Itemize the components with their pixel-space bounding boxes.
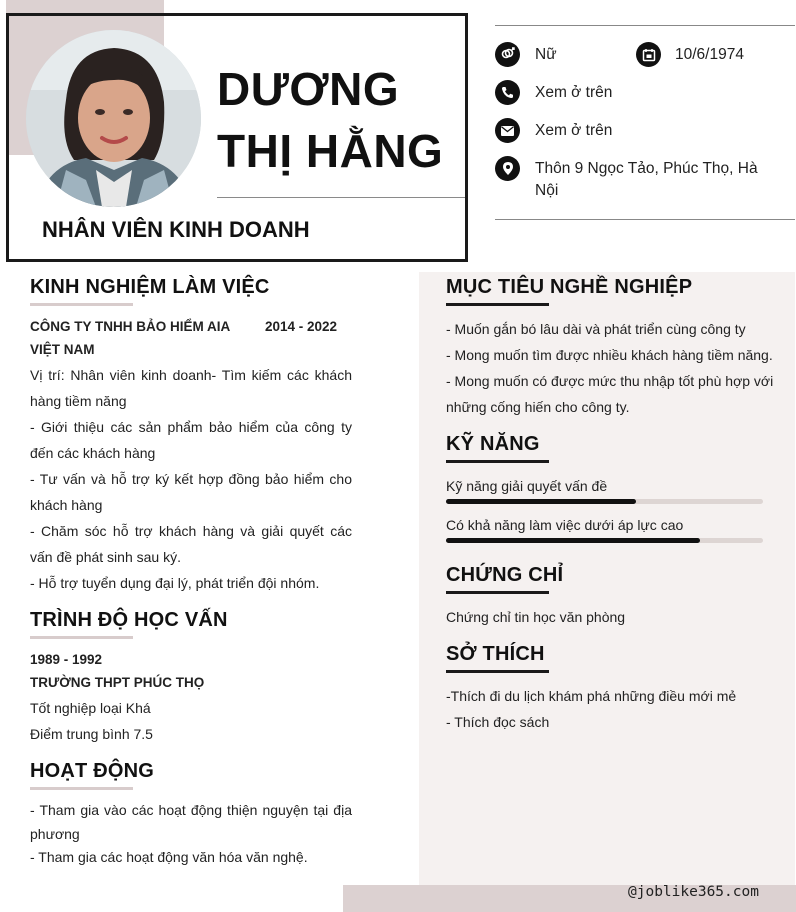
activities-details xyxy=(30,799,352,870)
skills-section-title: KỸ NĂNG xyxy=(446,433,540,455)
location-pin-icon xyxy=(495,156,520,181)
job-title: NHÂN VIÊN KINH DOANH xyxy=(42,217,310,242)
birthdate-value: 10/6/1974 xyxy=(675,46,744,63)
education-school: TRƯỜNG THPT PHÚC THỌ xyxy=(30,675,205,690)
phone-value: Xem ở trên xyxy=(535,84,613,101)
objective-line: - Mong muốn có được mức thu nhập tốt phù hợp với những cống hiến cho công ty. xyxy=(446,373,774,415)
activity-line: - Tham gia các hoạt động văn hóa văn nghệ. xyxy=(30,849,308,865)
education-period: 1989 - 1992 xyxy=(30,652,103,667)
skill-label: Có khả năng làm việc dưới áp lực cao xyxy=(446,517,684,533)
full-name xyxy=(217,58,443,182)
education-line: Tốt nghiệp loại Khá xyxy=(30,700,151,716)
hobby-line: - Thích đọc sách xyxy=(446,714,550,730)
experience-line: - Chăm sóc hỗ trợ khách hàng và giải quyết các vấn đề phát sinh sau ký. xyxy=(30,523,352,565)
objective-line: - Muốn gắn bó lâu dài và phát triển cùng công ty xyxy=(446,321,746,337)
certificate-item: Chứng chỉ tin học văn phòng xyxy=(446,609,626,625)
experience-description xyxy=(30,362,352,596)
skill-bar-fill xyxy=(446,538,700,543)
skill-label: Kỹ năng giải quyết vấn đề xyxy=(446,478,608,494)
education-title-underline xyxy=(30,636,133,639)
hobby-line: -Thích đi du lịch khám phá những điều mới mẻ xyxy=(446,688,737,704)
name-divider xyxy=(217,197,465,198)
hobbies-details xyxy=(446,683,778,735)
activity-line: - Tham gia vào các hoạt động thiện nguyện tại địa phương xyxy=(30,802,352,842)
activities-section-title: HOẠT ĐỘNG xyxy=(30,760,155,782)
skills-title-underline xyxy=(446,460,549,463)
certificates-section-title: CHỨNG CHỈ xyxy=(446,564,564,586)
objective-line: - Mong muốn tìm được nhiều khách hàng tiềm năng. xyxy=(446,347,773,363)
skill-bar-fill xyxy=(446,499,636,504)
name-line-2: THỊ HẰNG xyxy=(217,125,444,177)
name-line-1: DƯƠNG xyxy=(217,63,400,115)
experience-line: - Hỗ trợ tuyển dụng đại lý, phát triển đội nhóm. xyxy=(30,575,320,591)
experience-line: Vị trí: Nhân viên kinh doanh- Tìm kiếm các khách hàng tiềm năng xyxy=(30,367,352,409)
calendar-icon xyxy=(636,42,661,67)
envelope-icon xyxy=(495,118,520,143)
experience-line: - Tư vấn và hỗ trợ ký kết hợp đồng bảo hiểm cho khách hàng xyxy=(30,471,352,513)
objective-details xyxy=(446,316,778,420)
experience-company: CÔNG TY TNHH BẢO HIỂM AIA VIỆT NAM xyxy=(30,319,230,357)
experience-title-underline xyxy=(30,303,133,306)
education-details xyxy=(30,695,352,747)
profile-photo xyxy=(26,30,201,207)
objective-section-title: MỤC TIÊU NGHỀ NGHIỆP xyxy=(446,276,693,298)
portrait-illustration xyxy=(26,30,201,207)
hobbies-section-title: SỞ THÍCH xyxy=(446,643,545,665)
contact-divider-top xyxy=(495,25,795,26)
address-value: Thôn 9 Ngọc Tảo, Phúc Thọ, Hà Nội xyxy=(535,160,758,199)
contact-divider-bottom xyxy=(495,219,795,220)
experience-line: - Giới thiệu các sản phẩm bảo hiểm của công ty đến các khách hàng xyxy=(30,419,352,461)
certificates-title-underline xyxy=(446,591,549,594)
objective-title-underline xyxy=(446,303,549,306)
hobbies-title-underline xyxy=(446,670,549,673)
education-line: Điểm trung bình 7.5 xyxy=(30,726,153,742)
gender-icon xyxy=(495,42,520,67)
watermark: @joblike365.com xyxy=(628,884,759,900)
education-section-title: TRÌNH ĐỘ HỌC VẤN xyxy=(30,609,228,631)
email-value: Xem ở trên xyxy=(535,122,613,139)
phone-icon xyxy=(495,80,520,105)
skill-bar-track xyxy=(446,538,763,543)
gender-value: Nữ xyxy=(535,46,557,63)
skill-bar-track xyxy=(446,499,763,504)
experience-section-title: KINH NGHIỆM LÀM VIỆC xyxy=(30,276,270,298)
activities-title-underline xyxy=(30,787,133,790)
experience-period: 2014 - 2022 xyxy=(265,319,338,334)
